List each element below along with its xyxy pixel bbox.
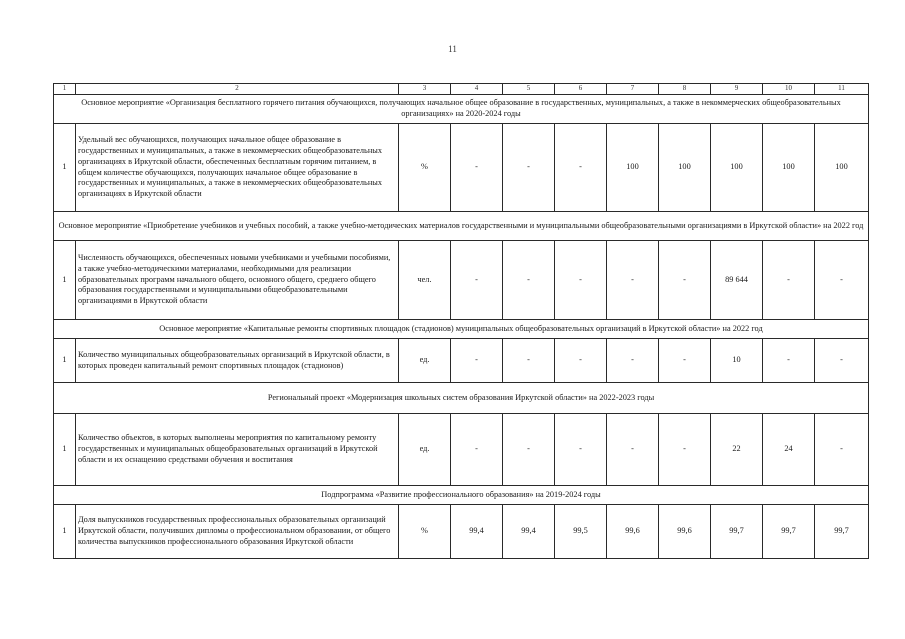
column-number-header <box>54 84 869 95</box>
value-cell: 99,6 <box>607 505 659 559</box>
section-title-row <box>54 95 869 124</box>
column-header: 4 <box>451 84 503 95</box>
section-title-row <box>54 320 869 339</box>
section-title: Основное мероприятие «Организация бесплатного горячего питания обучающихся, получающих начальное общее образование в государственных, муниципальных, а также в некоммерческих общеобразовательных организациях» на 2020-2024 годы <box>54 95 869 124</box>
indicator-description: Количество объектов, в которых выполнены мероприятия по капитальному ремонту государственных и муниципальных общеобразовательных организаций в Иркутской области и их оснащению средствами обучения и воспитания <box>76 414 399 486</box>
value-cell: 22 <box>711 414 763 486</box>
value-cell: 99,4 <box>503 505 555 559</box>
value-cell: 100 <box>763 124 815 212</box>
value-cell: - <box>503 414 555 486</box>
value-cell: - <box>815 241 869 320</box>
value-cell: - <box>659 241 711 320</box>
value-cell: 24 <box>763 414 815 486</box>
column-header: 9 <box>711 84 763 95</box>
value-cell: - <box>659 414 711 486</box>
indicator-description: Численность обучающихся, обеспеченных новыми учебниками и учебными пособиями, а также учебно-методическими материалами, необходимыми для реализации образовательных программ начального общего, основного общего, среднего общего образования государственными и муниципальными общеобразовательными организациями в Иркутской области <box>76 241 399 320</box>
indicator-description: Количество муниципальных общеобразовательных организаций в Иркутской области, в которых проведен капитальный ремонт спортивных площадок (стадионов) <box>76 339 399 383</box>
value-cell: 99,7 <box>711 505 763 559</box>
value-cell: 99,7 <box>815 505 869 559</box>
value-cell: - <box>503 124 555 212</box>
value-cell: - <box>763 241 815 320</box>
value-cell: - <box>607 339 659 383</box>
indicators-table <box>53 83 869 559</box>
column-header: 11 <box>815 84 869 95</box>
row-number: 1 <box>54 505 76 559</box>
column-header: 10 <box>763 84 815 95</box>
column-header: 2 <box>76 84 399 95</box>
value-cell: - <box>607 414 659 486</box>
row-number: 1 <box>54 339 76 383</box>
section-title: Основное мероприятие «Приобретение учебников и учебных пособий, а также учебно-методических материалов государственными и муниципальными общеобразовательными организациями в Иркутской области» на 2022 год <box>54 212 869 241</box>
value-cell: - <box>659 339 711 383</box>
value-cell: 99,7 <box>763 505 815 559</box>
value-cell: - <box>451 414 503 486</box>
table-row <box>54 414 869 486</box>
value-cell: 100 <box>659 124 711 212</box>
column-header: 5 <box>503 84 555 95</box>
value-cell: 99,6 <box>659 505 711 559</box>
table-row <box>54 505 869 559</box>
page-number: 11 <box>448 44 457 54</box>
value-cell: 100 <box>607 124 659 212</box>
row-number: 1 <box>54 124 76 212</box>
table-row <box>54 339 869 383</box>
column-header: 7 <box>607 84 659 95</box>
column-header: 8 <box>659 84 711 95</box>
value-cell: - <box>451 241 503 320</box>
value-cell: 99,4 <box>451 505 503 559</box>
value-cell: - <box>555 339 607 383</box>
section-title-row <box>54 212 869 241</box>
value-cell: - <box>503 241 555 320</box>
value-cell: 99,5 <box>555 505 607 559</box>
unit-cell: ед. <box>399 414 451 486</box>
value-cell: 10 <box>711 339 763 383</box>
value-cell: - <box>555 124 607 212</box>
value-cell: 100 <box>711 124 763 212</box>
row-number: 1 <box>54 414 76 486</box>
unit-cell: ед. <box>399 339 451 383</box>
value-cell: - <box>607 241 659 320</box>
value-cell: - <box>451 339 503 383</box>
column-header: 1 <box>54 84 76 95</box>
value-cell: 100 <box>815 124 869 212</box>
unit-cell: % <box>399 124 451 212</box>
column-header: 6 <box>555 84 607 95</box>
value-cell: - <box>451 124 503 212</box>
section-title: Региональный проект «Модернизация школьных систем образования Иркутской области» на 2022-2023 годы <box>54 383 869 414</box>
section-title-row <box>54 486 869 505</box>
row-number: 1 <box>54 241 76 320</box>
section-title-row <box>54 383 869 414</box>
indicator-description: Доля выпускников государственных профессиональных образовательных организаций Иркутской области, получивших дипломы о профессиональном образовании, от общего количества выпускников профессионального образования Иркутской области <box>76 505 399 559</box>
table-row <box>54 124 869 212</box>
section-title: Подпрограмма «Развитие профессионального образования» на 2019-2024 годы <box>54 486 869 505</box>
value-cell: - <box>815 414 869 486</box>
value-cell: 89 644 <box>711 241 763 320</box>
value-cell: - <box>555 414 607 486</box>
unit-cell: чел. <box>399 241 451 320</box>
indicator-description: Удельный вес обучающихся, получающих начальное общее образование в государственных и муниципальных, а также в некоммерческих общеобразовательных организациях в Иркутской области, обеспеченных бесплатным горячим питанием, в общем количестве обучающихся, получающих начальное общее образование в государственных и муниципальных, а также в некоммерческих общеобразовательных организациях в Иркутской области <box>76 124 399 212</box>
table-row <box>54 241 869 320</box>
column-header: 3 <box>399 84 451 95</box>
value-cell: - <box>815 339 869 383</box>
value-cell: - <box>503 339 555 383</box>
value-cell: - <box>555 241 607 320</box>
unit-cell: % <box>399 505 451 559</box>
value-cell: - <box>763 339 815 383</box>
section-title: Основное мероприятие «Капитальные ремонты спортивных площадок (стадионов) муниципальных общеобразовательных организаций в Иркутской области» на 2022 год <box>54 320 869 339</box>
